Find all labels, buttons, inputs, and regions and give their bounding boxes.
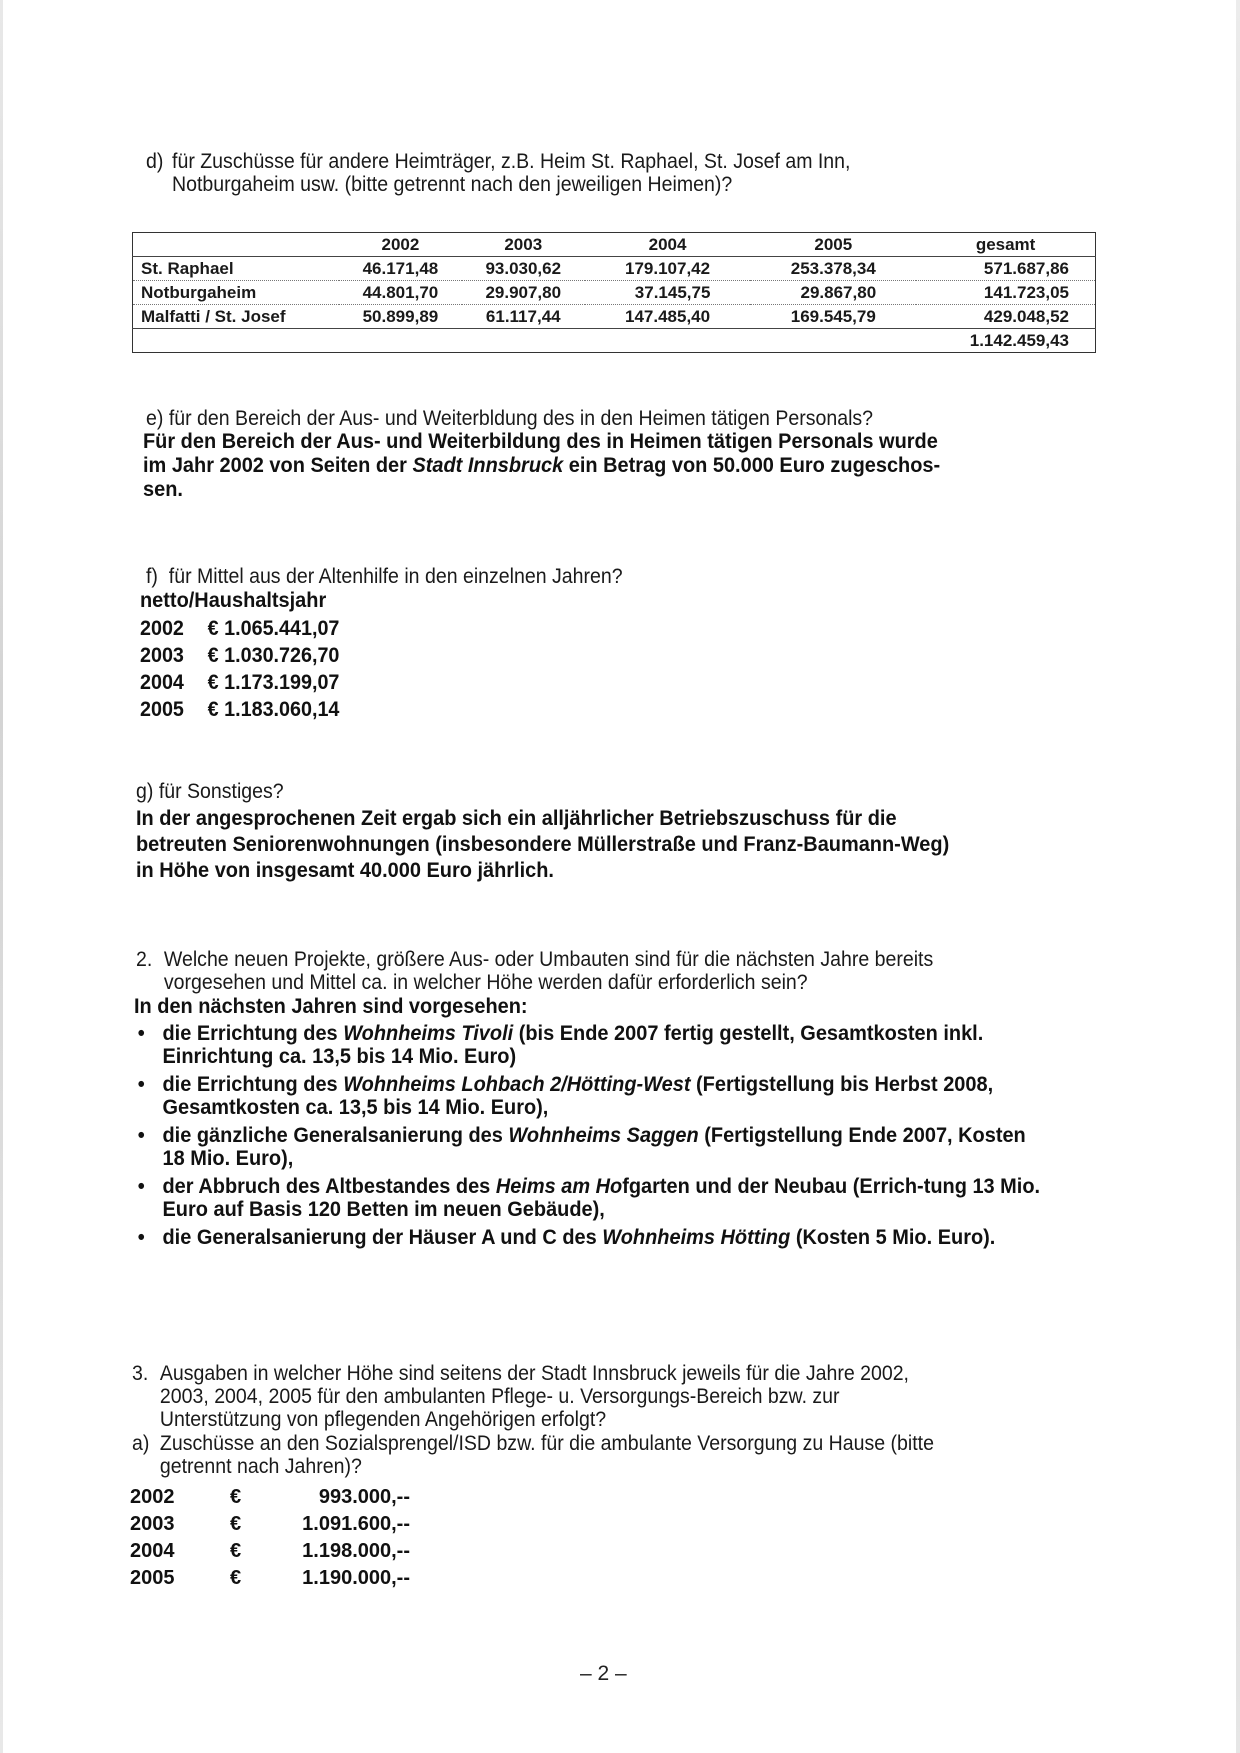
altenhilfe-list bbox=[140, 615, 339, 723]
cell-2003: 93.030,62 bbox=[462, 257, 585, 281]
year: 2004 bbox=[130, 1540, 175, 1562]
section-3-label: 3. bbox=[132, 1362, 149, 1385]
list-item bbox=[140, 696, 339, 723]
list-item bbox=[140, 615, 339, 642]
section-f-question bbox=[146, 565, 983, 588]
table-row bbox=[133, 305, 1096, 329]
bullet-icon: • bbox=[137, 1226, 145, 1249]
city-name-emphasis: Stadt Innsbruck bbox=[412, 454, 564, 477]
cell-2005: 29.867,80 bbox=[750, 281, 916, 305]
scan-edge-right bbox=[1236, 0, 1240, 1753]
list-item bbox=[130, 1565, 410, 1592]
table-header-gesamt: gesamt bbox=[916, 233, 1095, 257]
project-name: Heims am Ho bbox=[495, 1175, 623, 1198]
section-f-question-text: für Mittel aus der Altenhilfe in den einzelnen Jahren? bbox=[168, 565, 623, 588]
table-header-2002: 2002 bbox=[339, 233, 462, 257]
cell-2002: 44.801,70 bbox=[339, 281, 462, 305]
bullet-icon: • bbox=[137, 1175, 145, 1198]
scan-edge-left bbox=[0, 0, 3, 1753]
table-row bbox=[133, 257, 1096, 281]
list-item bbox=[134, 1022, 1046, 1068]
amount: € 1.065.441,07 bbox=[207, 617, 340, 640]
table-header-blank bbox=[133, 233, 340, 257]
table-header-2003: 2003 bbox=[462, 233, 585, 257]
answer-text: ein Betrag von 50.000 Euro zugeschos- bbox=[563, 454, 941, 477]
grand-total-value: 1.142.459,43 bbox=[969, 331, 1069, 350]
section-2-question bbox=[136, 948, 1066, 994]
cell-total: 141.723,05 bbox=[916, 281, 1095, 305]
year: 2005 bbox=[140, 698, 184, 721]
project-name: Wohnheims Lohbach 2/Hötting-West bbox=[343, 1073, 691, 1096]
section-g-label: g) bbox=[136, 780, 154, 803]
row-name: Malfatti / St. Josef bbox=[133, 305, 340, 329]
list-item bbox=[130, 1538, 410, 1565]
project-name: Wohnheims Hötting bbox=[602, 1226, 791, 1249]
item-text: die Generalsanierung der Häuser A und C des bbox=[162, 1226, 603, 1249]
section-d-question bbox=[146, 150, 983, 196]
table-grand-total-row bbox=[133, 329, 1096, 353]
section-3a-question bbox=[132, 1432, 1062, 1478]
year: 2003 bbox=[140, 644, 184, 667]
section-e-answer bbox=[143, 430, 1074, 502]
item-text: die Errichtung des bbox=[162, 1073, 344, 1096]
section-d-question-line1: für Zuschüsse für andere Heimträger, z.B. Heim St. Raphael, St. Josef am Inn, bbox=[172, 150, 851, 173]
page-number: – 2 – bbox=[580, 1662, 627, 1685]
amount: € 1.173.199,07 bbox=[207, 671, 340, 694]
section-2-question-line2: vorgesehen und Mittel ca. in welcher Höhe werden dafür erforderlich sein? bbox=[163, 971, 808, 994]
item-text: die Errichtung des bbox=[162, 1022, 344, 1045]
section-3a-label: a) bbox=[132, 1432, 150, 1455]
amount: 993.000,-- bbox=[318, 1486, 410, 1508]
euro-sign: € bbox=[230, 1567, 242, 1589]
list-item bbox=[140, 669, 339, 696]
euro-sign: € bbox=[230, 1486, 242, 1508]
year: 2002 bbox=[130, 1486, 175, 1508]
amount: 1.091.600,-- bbox=[302, 1513, 410, 1535]
table-header-row bbox=[133, 233, 1096, 257]
section-e-question bbox=[146, 407, 1057, 430]
section-f-label: f) bbox=[146, 565, 158, 588]
cell-2005: 253.378,34 bbox=[750, 257, 916, 281]
item-text: die gänzliche Generalsanierung des bbox=[162, 1124, 509, 1147]
amount: € 1.030.726,70 bbox=[207, 644, 340, 667]
year: 2003 bbox=[130, 1513, 175, 1535]
section-g-answer-line2: betreuten Seniorenwohnungen (insbesondere Müllerstraße und Franz-Baumann-Weg) bbox=[136, 833, 950, 856]
answer-text: im Jahr 2002 von Seiten der bbox=[143, 454, 413, 477]
section-3a-question-line2: getrennt nach Jahren)? bbox=[159, 1455, 362, 1478]
cell-2004: 179.107,42 bbox=[585, 257, 751, 281]
cell-2005: 169.545,79 bbox=[750, 305, 916, 329]
section-e-label: e) bbox=[146, 407, 164, 430]
projects-list bbox=[134, 1022, 1046, 1249]
section-g-answer-line3: in Höhe von insgesamt 40.000 Euro jährlich. bbox=[136, 859, 554, 882]
euro-sign: € bbox=[230, 1540, 242, 1562]
section-2-question-line1: Welche neuen Projekte, größere Aus- oder Umbauten sind für die nächsten Jahre bereits bbox=[163, 948, 934, 971]
list-item bbox=[140, 642, 339, 669]
list-item bbox=[134, 1124, 1046, 1170]
bullet-icon: • bbox=[137, 1022, 145, 1045]
section-3a-question-line1: Zuschüsse an den Sozialsprengel/ISD bzw. für die ambulante Versorgung zu Hause (bitte bbox=[159, 1432, 934, 1455]
item-text: (Kosten 5 Mio. Euro). bbox=[790, 1226, 996, 1249]
cell-total: 429.048,52 bbox=[916, 305, 1095, 329]
item-text: der Abbruch des Altbestandes des bbox=[162, 1175, 496, 1198]
year: 2004 bbox=[140, 671, 184, 694]
section-g-answer bbox=[136, 806, 1086, 884]
section-g-question bbox=[136, 780, 284, 803]
section-g-answer-line1: In der angesprochenen Zeit ergab sich ein alljährlicher Betriebszuschuss für die bbox=[136, 807, 897, 830]
section-2-label: 2. bbox=[136, 948, 153, 971]
section-f-subheading: netto/Haushaltsjahr bbox=[140, 589, 327, 612]
year: 2005 bbox=[130, 1567, 175, 1589]
item-text: (Fertigstellung bis Herbst 2008, Gesamtkosten ca. 13,5 bis 14 Mio. Euro), bbox=[162, 1073, 994, 1119]
cell-2002: 46.171,48 bbox=[339, 257, 462, 281]
euro-sign: € bbox=[230, 1513, 242, 1535]
cell-2003: 61.117,44 bbox=[462, 305, 585, 329]
list-item bbox=[130, 1511, 410, 1538]
list-item bbox=[134, 1073, 1046, 1119]
sozialsprengel-list bbox=[130, 1484, 410, 1592]
section-2-intro: In den nächsten Jahren sind vorgesehen: bbox=[134, 995, 528, 1018]
table-header-2005: 2005 bbox=[750, 233, 916, 257]
section-d-question-line2: Notburgaheim usw. (bitte getrennt nach den jeweiligen Heimen)? bbox=[172, 173, 733, 196]
amount: € 1.183.060,14 bbox=[207, 698, 340, 721]
bullet-icon: • bbox=[137, 1124, 145, 1147]
amount: 1.198.000,-- bbox=[302, 1540, 410, 1562]
item-text: (bis Ende 2007 fertig gestellt, Gesamtkosten inkl. Einrichtung ca. 13,5 bis 14 Mio. Euro) bbox=[162, 1022, 984, 1068]
section-3-question bbox=[132, 1362, 1062, 1431]
section-e-question-text: für den Bereich der Aus- und Weiterbldung des in den Heimen tätigen Personals? bbox=[168, 407, 874, 430]
section-e-answer-line1: Für den Bereich der Aus- und Weiterbildung des in Heimen tätigen Personals wurde bbox=[143, 430, 938, 453]
project-name: Wohnheims Tivoli bbox=[343, 1022, 514, 1045]
table-row bbox=[133, 281, 1096, 305]
list-item bbox=[134, 1226, 1046, 1249]
cell-2004: 147.485,40 bbox=[585, 305, 751, 329]
list-item bbox=[130, 1484, 410, 1511]
row-name: St. Raphael bbox=[133, 257, 340, 281]
section-e-answer-line3: sen. bbox=[143, 478, 183, 501]
bullet-icon: • bbox=[137, 1073, 145, 1096]
section-e-answer-line2 bbox=[143, 454, 1074, 478]
section-3-question-line3: Unterstützung von pflegenden Angehörigen erfolgt? bbox=[159, 1408, 607, 1431]
cell-2002: 50.899,89 bbox=[339, 305, 462, 329]
cell-total: 571.687,86 bbox=[916, 257, 1095, 281]
list-item bbox=[134, 1175, 1046, 1221]
year: 2002 bbox=[140, 617, 184, 640]
section-3-question-line2: 2003, 2004, 2005 für den ambulanten Pflege- u. Versorgungs-Bereich bzw. zur bbox=[159, 1385, 840, 1408]
item-text: fgarten und der Neubau (Errich-tung 13 Mio. Euro auf Basis 120 Betten im neuen Gebäude), bbox=[162, 1175, 1041, 1221]
project-name: Wohnheims Saggen bbox=[508, 1124, 699, 1147]
amount: 1.190.000,-- bbox=[302, 1567, 410, 1589]
grand-total-spacer bbox=[133, 329, 917, 353]
section-g-question-text: für Sonstiges? bbox=[158, 780, 284, 803]
subsidy-table bbox=[132, 232, 1096, 353]
cell-2003: 29.907,80 bbox=[462, 281, 585, 305]
table-header-2004: 2004 bbox=[585, 233, 751, 257]
section-3-question-line1: Ausgaben in welcher Höhe sind seitens der Stadt Innsbruck jeweils für die Jahre 2002, bbox=[159, 1362, 909, 1385]
cell-2004: 37.145,75 bbox=[585, 281, 751, 305]
item-text: (Fertigstellung Ende 2007, Kosten 18 Mio. Euro), bbox=[162, 1124, 1026, 1170]
row-name: Notburgaheim bbox=[133, 281, 340, 305]
section-d-label: d) bbox=[146, 150, 164, 173]
